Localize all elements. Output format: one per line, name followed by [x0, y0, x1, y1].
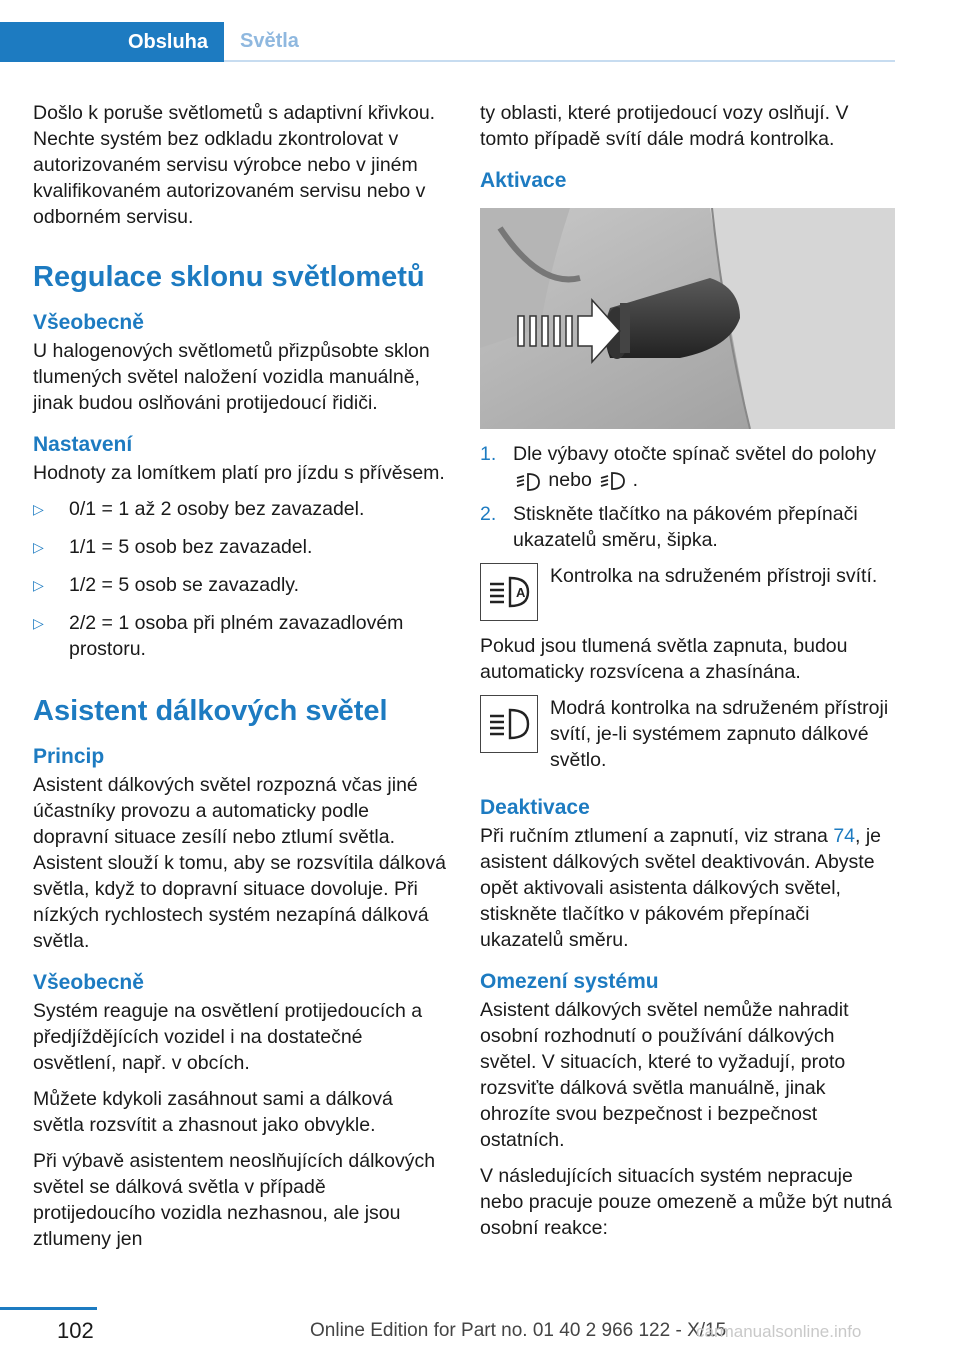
vseobecne-2-p1: Systém reaguje na osvětlení protijedoucích a předjíždějících vozidel i na dostatečné osvětlení, např. v obcích. — [33, 1000, 423, 1074]
triangle-bullet-icon: ▷ — [33, 615, 44, 631]
omezeni-p1: Asistent dálkových světel nemůže nahradit osobní rozhodnutí o používání dálkových světel. V situacích, které to vyžadují, proto rozsviťte dálková světla manuálně, jinak ohrozíte svou bezpečnost i bezpečnost ostatních. — [480, 999, 849, 1151]
step-item: 2. Stiskněte tlačítko na pákovém přepínači ukazatelů směru, šipka. — [480, 503, 858, 551]
vseobecne-2-p2: Můžete kdykoli zasáhnout sami a dálková světla rozsvítit a zhasnout jako obvykle. — [33, 1088, 393, 1136]
nastaveni-text: Hodnoty za lomítkem platí pro jízdu s přívěsem. — [33, 462, 445, 484]
header-tabbar — [0, 22, 895, 62]
triangle-bullet-icon: ▷ — [33, 501, 44, 517]
step-item: 1. Dle výbavy otočte spínač světel do polohy nebo . — [480, 443, 877, 491]
heading-vseobecne-2: Všeobecně — [33, 971, 144, 994]
tab-svetla[interactable]: Světla — [224, 22, 895, 62]
page-number: 102 — [57, 1318, 94, 1343]
triangle-bullet-icon: ▷ — [33, 539, 44, 555]
heading-aktivace: Aktivace — [480, 169, 567, 192]
list-item: ▷ 1/2 = 5 osob se zavazadly. — [33, 574, 299, 596]
indicator-1-text: Kontrolka na sdruženém přístroji svítí. — [550, 565, 878, 587]
intro-paragraph: Došlo k poruše světlometů s adaptivní křivkou. Nechte systém bez odkladu zkontrolovat v autorizovaném servisu výrobce nebo v jiném kvalifikovaném autorizovaném servisu nebo v odborném servisu. — [33, 102, 436, 228]
heading-vseobecne-1: Všeobecně — [33, 311, 144, 334]
heading-deaktivace: Deaktivace — [480, 796, 590, 819]
watermark: carmanualsonline.info — [696, 1322, 862, 1341]
nastaveni-list — [33, 496, 448, 662]
princip-text: Asistent dálkových světel rozpozná včas jiné účastníky provozu a automaticky podle dopravní situace zesílí nebo ztlumí světla. Asistent slouží k tomu, aby se rozsvítila dálková světla, když to dopravní situace dovoluje. Při nízkých rychlostech systém nezapíná dálková světla. — [33, 774, 446, 952]
list-item: ▷ 2/2 = 1 osoba při plném zavazadlovém prostoru. — [33, 612, 404, 660]
step-number: 2. — [480, 503, 497, 525]
edition-text: Online Edition for Part no. 01 40 2 966 122 - X/15 — [310, 1320, 727, 1341]
vseobecne-2-p3: Při výbavě asistentem neoslňujících dálkových světel se dálková světla v případě protijedoucího vozidla nezhasnou, ale jsou ztlumeny jen — [33, 1150, 436, 1250]
left-column — [33, 100, 448, 1262]
high-beam-assist-indicator-icon — [480, 563, 538, 621]
turn-signal-lever-photo — [480, 208, 895, 429]
continued-text: ty oblasti, které protijedoucí vozy oslňují. V tomto případě svítí dále modrá kontrolka. — [480, 102, 849, 150]
list-item: ▷ 1/1 = 5 osob bez zavazadel. — [33, 536, 313, 558]
heading-princip: Princip — [33, 745, 105, 768]
step-number: 1. — [480, 443, 497, 465]
triangle-bullet-icon: ▷ — [33, 577, 44, 593]
indicator-row-2 — [480, 695, 896, 773]
heading-asistent: Asistent dálkových světel — [33, 695, 388, 727]
deaktivace-text: Při ručním ztlumení a zapnutí, viz strana 74, je asistent dálkových světel deaktivován. Abyste opět aktivovali asistenta dálkových světel, stiskněte tlačítko v pákovém přepínači ukazatelů směru. — [480, 825, 882, 951]
tab-obsluha[interactable]: Obsluha — [0, 22, 224, 62]
aktivace-steps — [480, 441, 896, 553]
vseobecne-1-text: U halogenových světlometů přizpůsobte sklon tlumených světel naložení vozidla manuálně, jinak budou oslňováni protijedoucí řidiči. — [33, 340, 430, 414]
svg-text:A: A — [516, 585, 526, 600]
heading-regulace: Regulace sklonu světlometů — [33, 261, 425, 293]
after-indicator-1-text: Pokud jsou tlumená světla zapnuta, budou automaticky rozsvícena a zhasínána. — [480, 635, 848, 683]
footer-divider — [0, 1307, 97, 1310]
list-item: ▷ 0/1 = 1 až 2 osoby bez zavazadel. — [33, 498, 365, 520]
auto-light-position-icon — [513, 470, 543, 492]
low-beam-position-icon — [597, 470, 627, 492]
high-beam-indicator-icon — [480, 695, 538, 753]
page-74-link[interactable]: 74 — [833, 825, 856, 847]
omezeni-p2: V následujících situacích systém nepracuje nebo pracuje pouze omezeně a může být nutná osobní reakce: — [480, 1165, 892, 1239]
indicator-2-text: Modrá kontrolka na sdruženém přístroji svítí, je-li systémem zapnuto dálkové světlo. — [550, 697, 889, 771]
right-column — [480, 100, 896, 1251]
heading-omezeni: Omezení systému — [480, 970, 659, 993]
indicator-row-1 — [480, 563, 896, 621]
heading-nastaveni: Nastavení — [33, 433, 133, 456]
